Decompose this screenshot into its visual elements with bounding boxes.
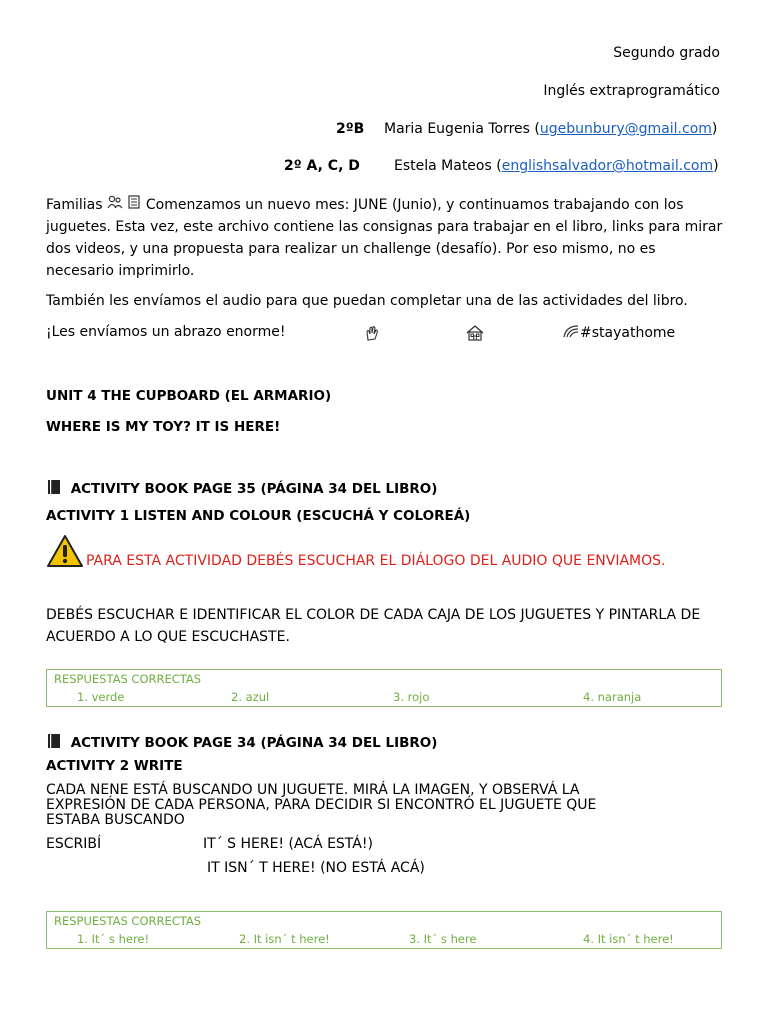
- activity-2-answer: 3. It´ s here: [409, 932, 477, 946]
- teacher-1-close: ): [711, 121, 718, 137]
- activity-1-book-page: [46, 479, 437, 499]
- intro-paragraph: [46, 194, 726, 282]
- activity-2-instruction-line-2: EXPRESIÓN DE CADA PERSONA, PARA DECIDIR SI ENCONTRÓ EL JUGUETE QUE: [46, 797, 597, 813]
- teacher-2-close: ): [713, 158, 719, 174]
- intro-text: Comenzamos un nuevo mes: JUNE (Junio), y continuamos trabajando con los juguetes. Esta vez, este archivo contiene las consignas para trabajar en el libro, links para mirar dos videos, y una propuesta para realizar un challenge (desafío). Por eso mismo, no es necesario imprimirlo.: [46, 197, 723, 279]
- rainbow-icon: [562, 324, 580, 342]
- hashtag-text: #stayathome: [580, 325, 676, 341]
- teacher-2-contact: [394, 158, 719, 174]
- book-icon: [46, 733, 62, 753]
- activity-1-title: ACTIVITY 1 LISTEN AND COLOUR (ESCUCHÁ Y COLOREÁ): [46, 508, 471, 524]
- teacher-1-name: Maria Eugenia Torres (: [384, 121, 540, 137]
- warning-text: PARA ESTA ACTIVIDAD DEBÉS ESCUCHAR EL DIÁLOGO DEL AUDIO QUE ENVIAMOS.: [86, 553, 666, 569]
- write-option-1: IT´ S HERE! (ACÁ ESTÁ!): [203, 836, 373, 852]
- activity-1-instruction: DEBÉS ESCUCHAR E IDENTIFICAR EL COLOR DE CADA CAJA DE LOS JUGUETES Y PINTARLA DE ACUERDO A LO QUE ESCUCHASTE.: [46, 607, 701, 645]
- activity-2-book-page-text: ACTIVITY BOOK PAGE 34 (PÁGINA 34 DEL LIBRO): [70, 735, 438, 751]
- activity-2-answers-label: RESPUESTAS CORRECTAS: [54, 914, 202, 928]
- waving-hand-icon: [364, 325, 380, 345]
- audio-note: También les envíamos el audio para que puedan completar una de las actividades del libro.: [46, 293, 688, 309]
- teacher-2-email-link[interactable]: englishsalvador@hotmail.com: [501, 158, 714, 174]
- activity-1-answer: 3. rojo: [393, 690, 430, 704]
- house-icon: [466, 325, 484, 345]
- activity-2-book-page: [46, 733, 437, 753]
- subject-label: Inglés extraprogramático: [543, 83, 720, 99]
- activity-2-answers-box: [46, 911, 722, 949]
- teacher-1-email-link[interactable]: ugebunbury@gmail.com: [539, 121, 712, 137]
- activity-2-answer: 2. It isn´ t here!: [239, 932, 330, 946]
- write-label: ESCRIBÍ: [46, 836, 102, 852]
- activity-1-answer: 4. naranja: [583, 690, 642, 704]
- activity-1-answers-box: [46, 669, 722, 707]
- greeting: Familias: [46, 197, 103, 213]
- activity-2-title: ACTIVITY 2 WRITE: [46, 758, 183, 774]
- grade-label: Segundo grado: [613, 45, 720, 61]
- hashtag-line: [562, 324, 675, 342]
- activity-2-instruction-line-3: ESTABA BUSCANDO: [46, 812, 185, 828]
- write-option-2: IT ISN´ T HERE! (NO ESTÁ ACÁ): [207, 860, 425, 876]
- unit-subtitle: WHERE IS MY TOY? IT IS HERE!: [46, 419, 281, 435]
- teacher-group-2: 2º A, C, D: [284, 158, 360, 174]
- book-icon: [46, 479, 62, 499]
- family-icon: [107, 194, 123, 216]
- activity-1-book-page-text: ACTIVITY BOOK PAGE 35 (PÁGINA 34 DEL LIBRO): [70, 481, 438, 497]
- hug-text: ¡Les envíamos un abrazo enorme!: [46, 324, 286, 340]
- activity-2-answer: 1. It´ s here!: [77, 932, 150, 946]
- activity-1-answers-label: RESPUESTAS CORRECTAS: [54, 672, 202, 686]
- unit-title: UNIT 4 THE CUPBOARD (EL ARMARIO): [46, 388, 332, 404]
- teacher-1-contact: [384, 121, 717, 137]
- activity-1-answer: 2. azul: [231, 690, 270, 704]
- teacher-2-name: Estela Mateos (: [394, 158, 502, 174]
- activity-1-answer: 1. verde: [77, 690, 125, 704]
- book-icon: [127, 194, 141, 216]
- activity-2-instruction-line-1: CADA NENE ESTÁ BUSCANDO UN JUGUETE. MIRÁ LA IMAGEN, Y OBSERVÁ LA: [46, 782, 580, 798]
- teacher-group-1: 2ºB: [336, 121, 365, 137]
- activity-2-answer: 4. It isn´ t here!: [583, 932, 674, 946]
